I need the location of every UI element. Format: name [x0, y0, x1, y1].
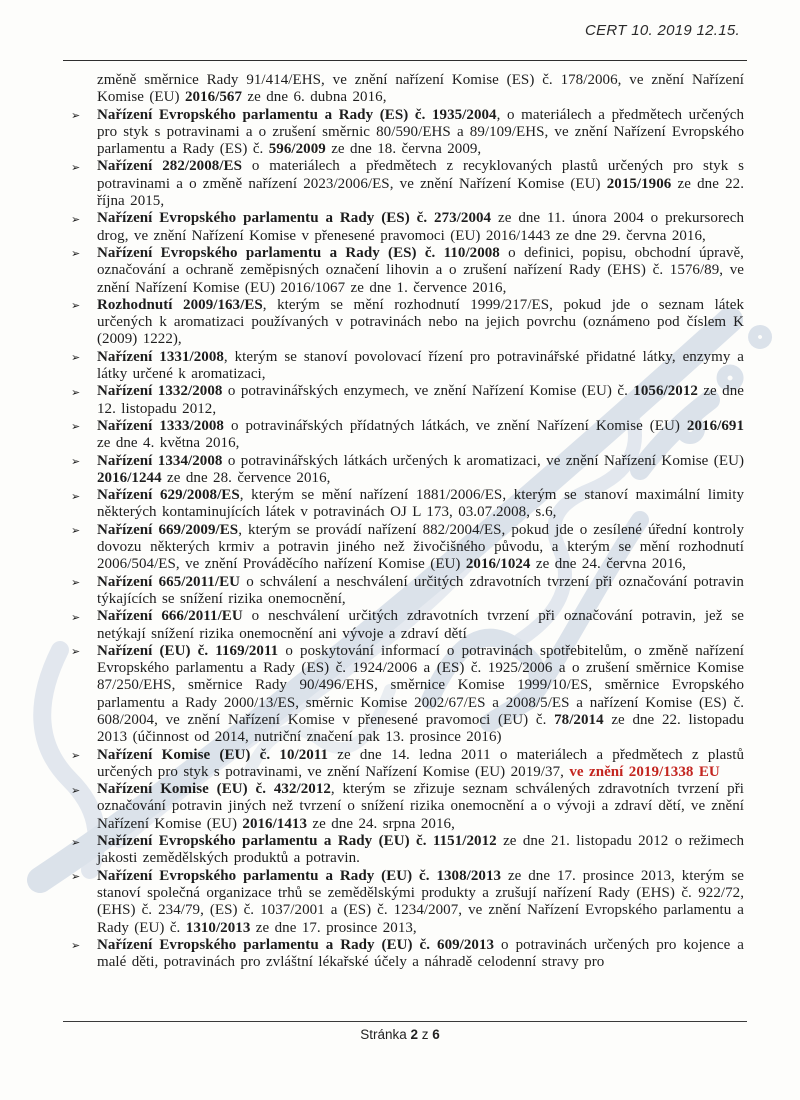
regulation-text: Nařízení 669/2009/ES: [97, 521, 239, 538]
regulation-text: Nařízení Evropského parlamentu a Rady (ES) č. 110/2008: [97, 244, 500, 261]
footer-page-number: 2: [410, 1027, 418, 1042]
regulation-text: 1056/2012: [633, 383, 698, 400]
arrow-bullet-icon: ➢: [71, 160, 81, 174]
regulation-text: Nařízení Evropského parlamentu a Rady (ES) č. 1935/2004: [97, 106, 497, 123]
regulation-text: 78/2014: [554, 711, 604, 728]
regulation-text: o materiálech a předmětech z recyklovaných plastů určených pro styk s potravinami a o změně nařízení 2023/2006/ES, ve znění Nařízení Komise (EU): [97, 158, 745, 192]
arrow-bullet-icon: ➢: [71, 489, 81, 503]
regulation-text: ze dne 17. prosince 2013, kterým se stanoví společná organizace trhů se zemědělskými produkty a zrušují nařízení Rady (EHS) č. 922/72, (EHS) č. 234/79, (ES) č. 1037/2001 a (ES) č. 1234/2007, ve znění Nařízení Evropského parlamentu a Rady (EU) č.: [97, 867, 744, 936]
regulation-text: ze dne 18. června 2009,: [325, 141, 482, 158]
regulation-text: Nařízení 1332/2008: [97, 383, 223, 400]
regulation-text: ze dne 14. ledna 2011 o materiálech a předmětech z plastů určených pro styk s potravinami, ve znění Nařízení Komise (EU) 2019/37,: [97, 746, 744, 780]
regulation-text: 2016/1413: [242, 815, 308, 832]
arrow-bullet-icon: ➢: [71, 749, 81, 763]
list-item: [64, 781, 744, 833]
list-item: [64, 158, 744, 210]
regulation-text: Nařízení Komise (EU) č. 432/2012: [97, 781, 331, 798]
list-item: [64, 487, 744, 522]
regulation-text: o poskytování informací o potravinách spotřebitelům, o změně nařízení Evropského parlamentu a Rady (ES) č. 1924/2006 a (ES) č. 1925/2006 a o zrušení směrnice Komise 87/250/EHS, směrnice Rady 90/496/EHS, směrnice Komise 1999/10/ES, směrnice Evropského parlamentu a Rady 2000/13/ES, směrnic Komise 2002/67/ES a 2008/5/ES a nařízení Komise (ES) č. 608/2004, ve znění Nařízení Komise v přenesené pravomoci (EU) č.: [97, 642, 744, 728]
regulation-text: 2016/1244: [97, 469, 162, 486]
arrow-bullet-icon: ➢: [71, 299, 81, 313]
regulation-text: Nařízení (EU) č. 1169/2011: [97, 642, 279, 659]
regulation-text: o potravinářských enzymech, ve znění Nařízení Komise (EU) č.: [222, 383, 634, 400]
arrow-bullet-icon: ➢: [71, 783, 81, 797]
regulation-text: 2015/1906: [606, 175, 672, 192]
list-item: [64, 349, 744, 384]
list-item: [64, 210, 744, 245]
regulation-text: ze dne 17. prosince 2013,: [250, 919, 417, 936]
regulation-text: o definici, popisu, obchodní úpravě, označování a ochraně zeměpisných označení lihovin a o zrušení nařízení Rady (EHS) č. 1576/89, ve znění Nařízení Komise (EU) 2016/1067 ze dne 1. července 2016,: [97, 244, 744, 296]
list-item: [64, 833, 744, 868]
list-item: [64, 107, 744, 159]
list-item: [64, 643, 744, 747]
regulation-text: 2016/567: [184, 89, 243, 106]
list-item: [64, 574, 744, 609]
regulation-text: ze dne 24. srpna 2016,: [307, 815, 455, 832]
regulation-text: 596/2009: [268, 141, 326, 158]
arrow-bullet-icon: ➢: [71, 455, 81, 469]
footer-divider: [63, 1021, 747, 1022]
footer-of-word: z: [421, 1027, 429, 1042]
regulation-text: Nařízení 629/2008/ES: [97, 487, 240, 504]
arrow-bullet-icon: ➢: [71, 420, 81, 434]
footer-page-label: Stránka: [360, 1027, 407, 1042]
regulation-text: Nařízení Komise (EU) č. 10/2011: [97, 746, 329, 763]
footer-total-pages: 6: [432, 1027, 440, 1042]
arrow-bullet-icon: ➢: [71, 212, 81, 226]
regulation-text: , kterým se stanoví povolovací řízení pro potravinářské přidatné látky, enzymy a látky určené k aromatizaci,: [97, 348, 744, 383]
regulation-text: Rozhodnutí 2009/163/ES: [97, 296, 263, 313]
regulation-text: Nařízení 666/2011/EU: [97, 608, 243, 625]
regulation-text: o potravinářských přídatných látkách, ve znění Nařízení Komise (EU): [223, 417, 687, 434]
regulation-text: 2016/1024: [465, 556, 531, 573]
regulation-text: ze dne 6. dubna 2016,: [242, 89, 387, 106]
arrow-bullet-icon: ➢: [71, 645, 81, 659]
list-item: [64, 245, 744, 297]
list-item: [64, 522, 744, 574]
arrow-bullet-icon: ➢: [71, 385, 81, 399]
arrow-bullet-icon: ➢: [71, 109, 81, 123]
regulation-text: ze dne 22. listopadu 2013 (účinnost od 2014, nutriční značení pak 13. prosince 2016): [97, 711, 745, 746]
list-item: [64, 937, 744, 972]
arrow-bullet-icon: ➢: [71, 939, 81, 953]
arrow-bullet-icon: ➢: [71, 524, 81, 538]
list-item: [64, 453, 744, 488]
regulation-text: Nařízení Evropského parlamentu a Rady (EU) č. 609/2013: [97, 936, 495, 953]
header-divider: [63, 60, 747, 61]
amendment-highlight-text: ve znění 2019/1338 EU: [569, 763, 720, 780]
regulation-text: Nařízení Evropského parlamentu a Rady (ES) č. 273/2004: [97, 210, 492, 227]
arrow-bullet-icon: ➢: [71, 576, 81, 590]
list-item: [64, 383, 744, 418]
regulation-text: Nařízení 1333/2008: [97, 417, 224, 434]
regulation-text: o neschválení určitých zdravotních tvrzení při označování potravin, jež se netýkají snížení rizika onemocnění ani vývoje a zdraví dětí: [97, 608, 744, 642]
regulation-text: Nařízení Evropského parlamentu a Rady (EU) č. 1151/2012: [97, 833, 497, 850]
list-item: [64, 418, 744, 453]
list-item: [64, 297, 744, 349]
page-footer: [0, 1027, 800, 1042]
regulation-text: , kterým se mění nařízení 1881/2006/ES, kterým se stanoví maximální limity některých kontaminujících látek v potravinách OJ L 173, 03.07.2008, s.6,: [97, 487, 745, 521]
arrow-bullet-icon: ➢: [71, 835, 81, 849]
regulation-text: změně směrnice Rady 91/414/EHS, ve znění nařízení Komise (ES) č. 178/2006, ve znění Nařízení Komise (EU): [97, 72, 744, 106]
regulation-text: , kterým se provádí nařízení 882/2004/ES, pokud jde o zesílené úřední kontroly dovozu některých krmiv a potravin jiného než živočišného původu, a kterým se mění rozhodnutí 2006/504/ES, ve znění Prováděcího nařízení Komise (EU): [97, 521, 744, 573]
list-item: [64, 868, 744, 937]
regulation-list: [64, 72, 744, 971]
regulation-text: 2016/691: [686, 417, 744, 434]
arrow-bullet-icon: ➢: [71, 870, 81, 884]
regulation-text: ze dne 4. května 2016,: [97, 435, 240, 452]
regulation-text: ze dne 21. listopadu 2012 o režimech jakosti zemědělských produktů a potravin.: [97, 833, 744, 867]
arrow-bullet-icon: ➢: [71, 610, 81, 624]
regulation-text: Nařízení 1334/2008: [97, 452, 223, 469]
regulation-text: Nařízení 1331/2008: [97, 348, 224, 365]
regulation-text: Nařízení 282/2008/ES: [97, 158, 242, 175]
regulation-text: o schválení a neschválení určitých zdravotních tvrzení při označování potravin týkajících se snížení rizika onemocnění,: [97, 573, 744, 607]
list-item: [64, 72, 744, 107]
regulation-text: 1310/2013: [185, 919, 251, 936]
arrow-bullet-icon: ➢: [71, 247, 81, 261]
regulation-text: o potravinářských látkách určených k aromatizaci, ve znění Nařízení Komise (EU): [222, 452, 744, 469]
regulation-text: ze dne 11. února 2004 o prekursorech drog, ve znění Nařízení Komise v přenesené pravomoci (EU) 2016/1443 ze dne 29. června 2016,: [97, 210, 744, 244]
regulation-text: o potravinách určených pro kojence a malé děti, potravinách pro zvláštní lékařské účely a náhradě celodenní stravy pro: [97, 936, 745, 971]
regulation-text: ze dne 22. října 2015,: [97, 175, 744, 210]
regulation-text: , o materiálech a předmětech určených pro styk s potravinami a o zrušení směrnic 80/590/EHS a 89/109/EHS, ve znění Nařízení Evropského parlamentu a Rady (ES) č.: [97, 106, 745, 158]
regulation-text: , kterým se mění rozhodnutí 1999/217/ES, pokud jde o seznam látek určených k aromatizaci používaných v potravinách nebo na jejich povrchu (oznámeno pod číslem K (2009) 1222),: [97, 296, 744, 348]
regulation-text: , kterým se zřizuje seznam schválených zdravotních tvrzení při označování potravin jiných než tvrzení o snížení rizika onemocnění a o vývoji a zdraví dětí, ve znění Nařízení Komise (EU): [97, 781, 744, 832]
regulation-text: ze dne 12. listopadu 2012,: [97, 383, 744, 417]
list-item: [64, 608, 744, 643]
regulation-text: Nařízení 665/2011/EU: [97, 573, 241, 590]
document-reference: CERT 10. 2019 12.15.: [585, 22, 740, 39]
regulation-text: ze dne 24. června 2016,: [530, 556, 686, 573]
arrow-bullet-icon: ➢: [71, 351, 81, 365]
regulation-text: Nařízení Evropského parlamentu a Rady (EU) č. 1308/2013: [97, 867, 502, 884]
regulation-text: ze dne 28. července 2016,: [161, 469, 331, 486]
list-item: [64, 747, 744, 782]
